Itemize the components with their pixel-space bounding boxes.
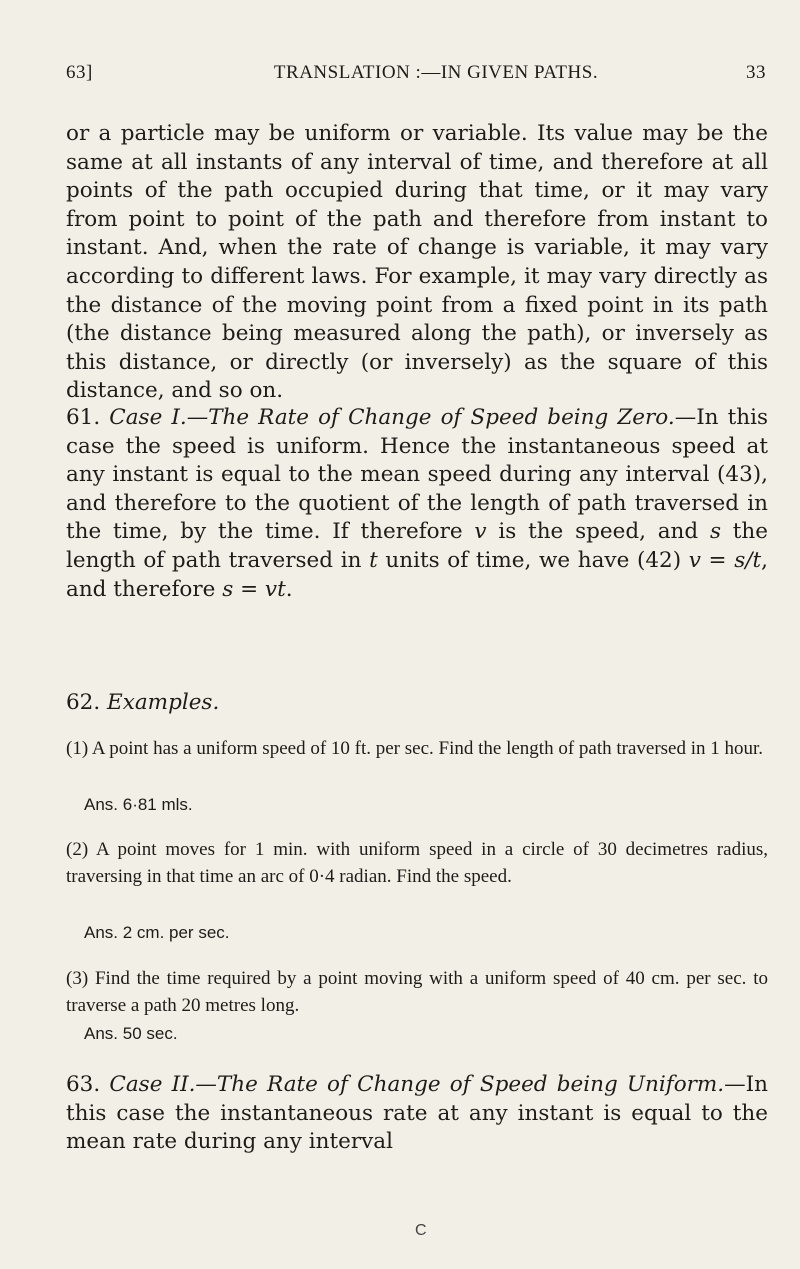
section-61-text-b: is the speed, and <box>486 519 710 545</box>
example-3-answer: Ans. 50 sec. <box>84 1024 178 1043</box>
var-v: v <box>474 519 487 545</box>
running-title: TRANSLATION :—IN GIVEN PATHS. <box>273 62 599 83</box>
running-header <box>66 62 766 92</box>
section-62-number: 62. <box>66 690 101 715</box>
section-61-paragraph <box>66 404 768 604</box>
section-reference: 63] <box>66 62 93 83</box>
example-1-answer: Ans. 6·81 mls. <box>84 795 193 814</box>
formula-speed: v = s/t <box>688 547 762 573</box>
section-61-number: 61. <box>66 405 101 430</box>
example-3-text: (3) Find the time required by a point moving with a uniform speed of 40 cm. per sec. to traverse a path 20 metres long. <box>66 968 768 1016</box>
section-62-title: Examples. <box>107 690 220 715</box>
section-62-heading <box>66 689 768 718</box>
section-61-text-f: . <box>285 576 293 602</box>
section-63-title: Case II.—The Rate of Change of Speed being Uniform. <box>109 1072 725 1097</box>
section-61-title: Case I.—The Rate of Change of Speed being Zero. <box>109 405 675 430</box>
section-61-text-a: —In this case the speed is uniform. Hence the instantaneous speed at any instant is equal to the mean speed during any interval (43), and therefore to the quotient of the length of path traversed in the time, by the time. If therefore <box>66 405 768 545</box>
section-63-text: —In this case the instantaneous rate at any instant is equal to the mean rate during any interval <box>66 1072 768 1155</box>
var-t: t <box>369 547 378 573</box>
section-63-number: 63. <box>66 1072 101 1097</box>
example-2-answer: Ans. 2 cm. per sec. <box>84 923 230 942</box>
var-s: s <box>709 519 721 545</box>
page-number: 33 <box>746 62 766 83</box>
signature-mark: C <box>415 1222 427 1239</box>
intro-paragraph: or a particle may be uniform or variable. Its value may be the same at all instants of any interval of time, and therefore at all points of the path occupied during that time, or it may vary from point to point of the path and therefore from instant to instant. And, when the rate of change is variable, it may vary according to different laws. For example, it may vary directly as the distance of the moving point from a fixed point in its path (the distance being measured along the path), or inversely as this distance, or directly (or inversely) as the square of this distance, and so on. <box>66 121 768 404</box>
formula-distance: s = vt <box>222 576 286 602</box>
section-61-text-c: the length of path traversed in <box>66 519 768 573</box>
example-1-text: (1) A point has a uniform speed of 10 ft. per sec. Find the length of path traversed in 1 hour. <box>66 738 764 759</box>
section-63-paragraph <box>66 1071 768 1157</box>
section-61-text-d: units of time, we have (42) <box>377 547 689 573</box>
example-2-text: (2) A point moves for 1 min. with uniform speed in a circle of 30 decimetres radius, traversing in that time an arc of 0·4 radian. Find the speed. <box>66 839 768 887</box>
section-61-text-e: , and therefore <box>66 547 768 602</box>
